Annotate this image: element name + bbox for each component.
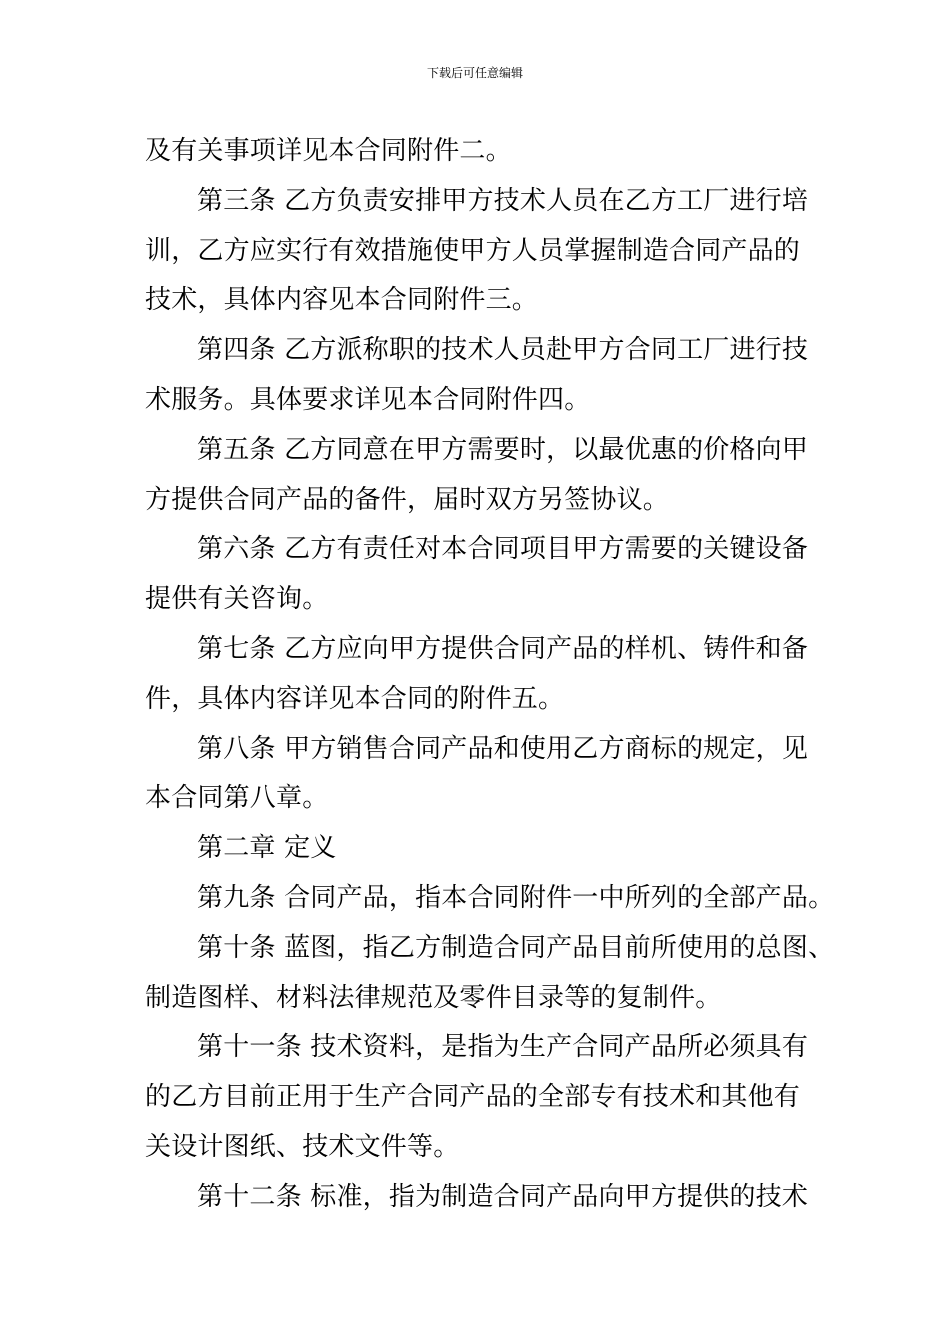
text-line: 件，具体内容详见本合同的附件五。 xyxy=(145,683,565,714)
text-line: 第十条 蓝图，指乙方制造合同产品目前所使用的总图、 xyxy=(197,932,835,963)
text-line: 方提供合同产品的备件，届时双方另签协议。 xyxy=(145,484,670,515)
text-line: 第五条 乙方同意在甲方需要时，以最优惠的价格向甲 xyxy=(197,434,809,465)
text-line: 技术，具体内容见本合同附件三。 xyxy=(145,285,539,316)
text-line: 第四条 乙方派称职的技术人员赴甲方合同工厂进行技 xyxy=(197,335,809,366)
document-body xyxy=(145,131,835,1227)
text-line: 制造图样、材料法律规范及零件目录等的复制件。 xyxy=(145,982,722,1013)
text-line: 第八条 甲方销售合同产品和使用乙方商标的规定，见 xyxy=(197,733,809,764)
text-line: 第九条 合同产品，指本合同附件一中所列的全部产品。 xyxy=(197,882,835,913)
text-line: 提供有关咨询。 xyxy=(145,584,329,615)
text-line: 第七条 乙方应向甲方提供合同产品的样机、铸件和备 xyxy=(197,633,809,664)
text-line: 术服务。具体要求详见本合同附件四。 xyxy=(145,384,591,415)
text-line: 训，乙方应实行有效措施使甲方人员掌握制造合同产品的 xyxy=(145,235,801,266)
page-header: 下载后可任意编辑 xyxy=(426,66,523,80)
text-line: 及有关事项详见本合同附件二。 xyxy=(145,136,512,166)
text-line: 第三条 乙方负责安排甲方技术人员在乙方工厂进行培 xyxy=(197,185,809,216)
text-line: 本合同第八章。 xyxy=(145,783,329,814)
text-line: 第六条 乙方有责任对本合同项目甲方需要的关键设备 xyxy=(197,534,809,565)
text-line: 第二章 定义 xyxy=(197,833,337,864)
text-line: 的乙方目前正用于生产合同产品的全部专有技术和其他有 xyxy=(145,1082,801,1113)
text-line: 第十二条 标准，指为制造合同产品向甲方提供的技术 xyxy=(197,1181,809,1212)
text-line: 第十一条 技术资料，是指为生产合同产品所必须具有 xyxy=(197,1032,809,1063)
text-line: 关设计图纸、技术文件等。 xyxy=(145,1131,460,1162)
